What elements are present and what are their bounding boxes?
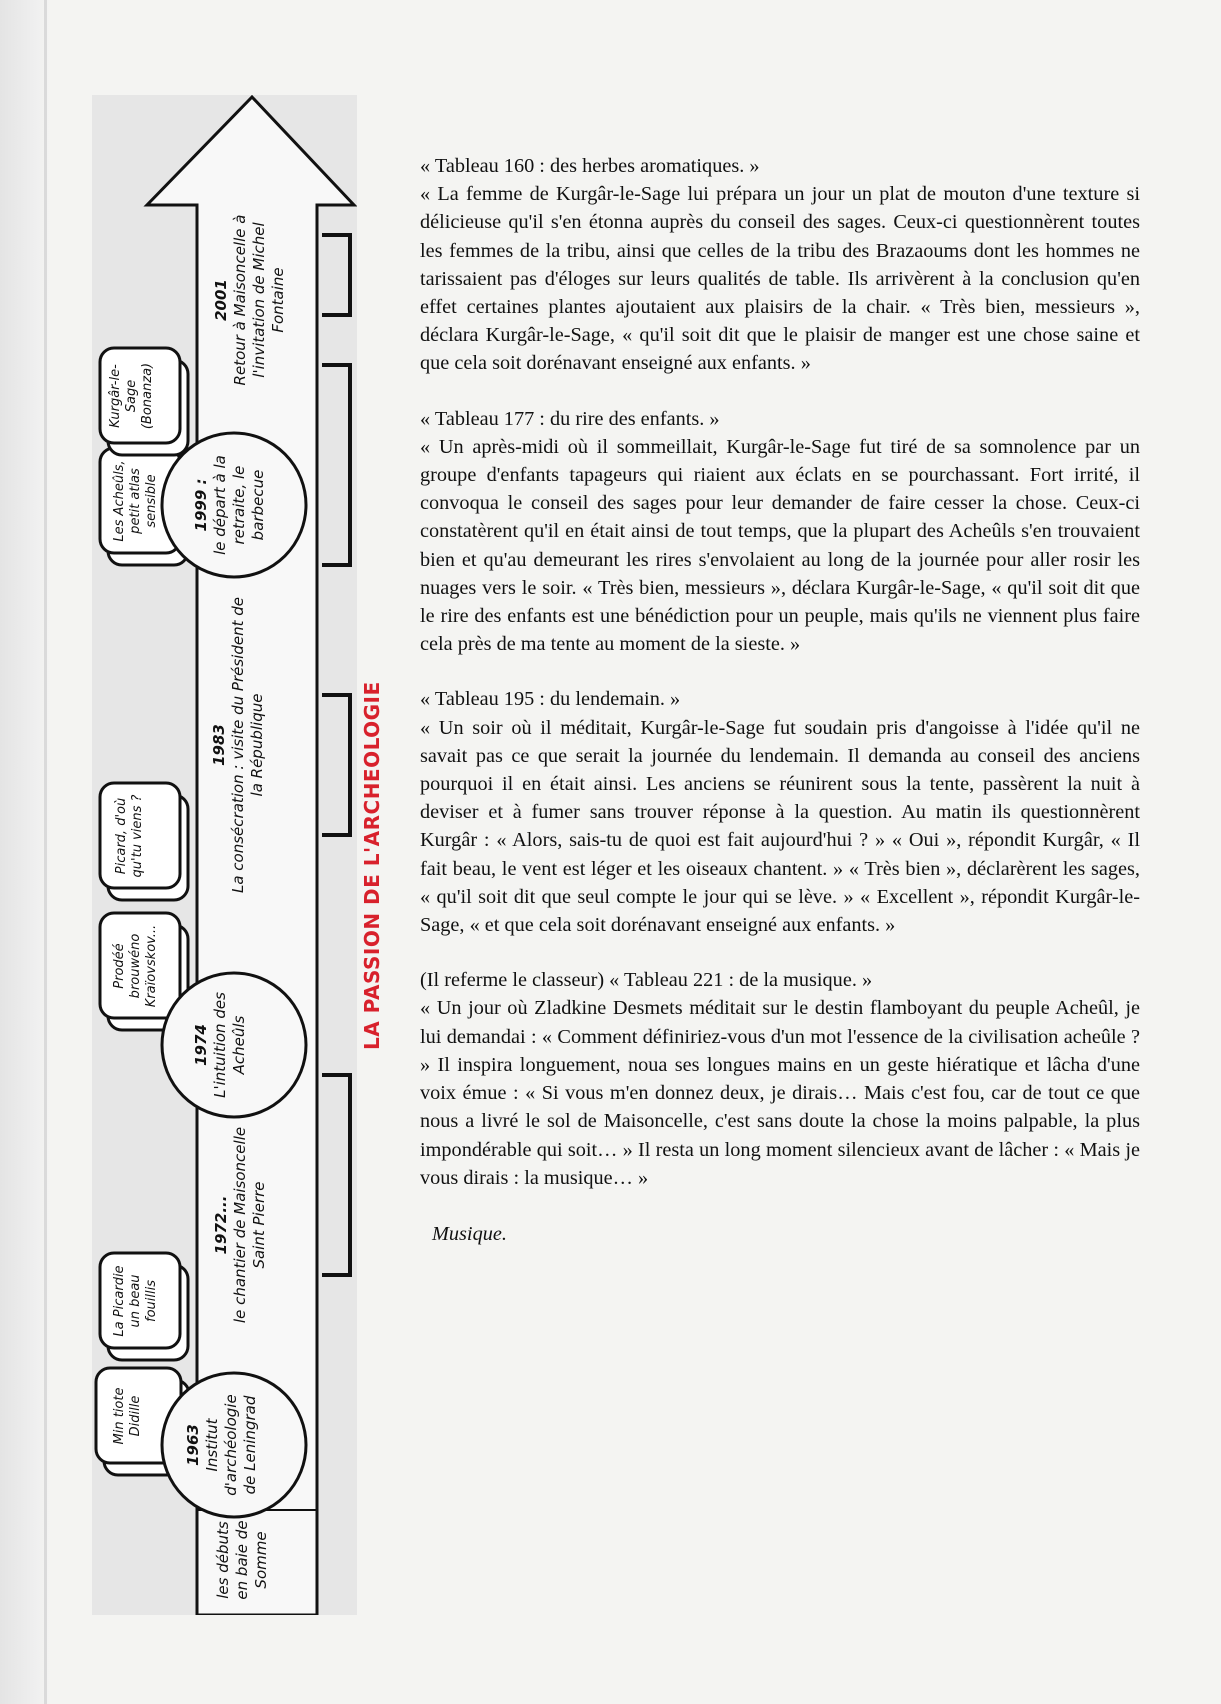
event-text: Institut d'archéologie de Leningrad: [203, 1394, 259, 1496]
timeline-event-1963: [184, 1385, 260, 1505]
timeline-figure: [92, 95, 357, 1615]
timeline-start-label: les débuts en baie de Somme: [214, 1520, 270, 1600]
body-text: [420, 152, 1140, 1248]
event-year: 1963: [184, 1424, 202, 1466]
book-title: Prodéé brouwéno Kraïovskov...: [112, 924, 159, 1008]
timeline-event-1974: [192, 990, 249, 1100]
tableau-body: « Un jour où Zladkine Desmets méditait sur le destin flamboyant du peuple Acheûl, je lui demandai : « Comment définiriez-vous d'un mot l'essence de la civilisation acheûle ? » Il inspira longuement, noua ses longues mains en un geste hiératique et lâcha d'une voix émue : « Si vous m'en donnez deux, je dirais… Mais c'est fou, car de tout ce que nous a livré le sol de Maisoncelle, c'est sans doute la chose la moins palpable, la plus impondérable qui soit… » Il resta un long moment silencieux avant de lâcher : « Mais je vous dirais : la musique… »: [420, 997, 1140, 1189]
event-text: L'intuition des Acheûls: [211, 992, 248, 1098]
section-side-title: LA PASSION DE L'ARCHEOLOGIE: [360, 681, 384, 1050]
closing-line: Musique.: [432, 1222, 507, 1245]
book-title: Les Acheûls, petit atlas sensible: [112, 460, 159, 542]
tableau-title: « Tableau 160 : des herbes aromatiques. »: [420, 155, 760, 177]
tableau-title: « Tableau 195 : du lendemain. »: [420, 688, 681, 711]
event-year: 2001: [212, 279, 230, 321]
tableau-body: « Un après-midi où il sommeillait, Kurgâr-le-Sage fut tiré de sa somnolence par un groupe d'enfants tapageurs qui riaient aux éclats en se pourchassant. Fort irrité, il convoqua le conseil des sages pour leur demander de faire cesser la chose. Ceux-ci constatèrent qu'il en était ainsi de tout temps, que la plupart des Acheûls s'en trouvaient bien et qu'au demeurant les rires s'envolaient au long de la journée pour aller rosir les nuages vers le soir. « Très bien, messieurs », déclara Kurgâr-le-Sage, « qu'il soit dit que le rire des enfants est une bénédiction pour un peuple, mais qu'ils ne viennent plus faire cela près de ma tente au moment de la sieste. »: [420, 435, 1140, 656]
event-text: le chantier de Maisoncelle Saint Pierre: [231, 1126, 268, 1324]
timeline-event-1999: [192, 445, 268, 565]
timeline-event-1983: [210, 595, 267, 895]
timeline-event-1972: [212, 1120, 269, 1330]
event-year: 1999 :: [192, 478, 210, 532]
page-gutter: [0, 0, 50, 1704]
event-year: 1974: [192, 1024, 210, 1066]
book-title: La Picardie un beau fouillis: [112, 1265, 159, 1337]
tableau-title: (Il referme le classeur) « Tableau 221 : de la musique. »: [420, 969, 873, 992]
book-title: Picard, d'où qu'tu viens ?: [114, 794, 145, 878]
timeline-event-2001: [212, 205, 288, 395]
event-text: le départ à la retraite, le barbecue: [211, 455, 267, 555]
event-text: La consécration : visite du Président de la République: [229, 597, 266, 894]
event-text: Retour à Maisoncelle à l'invitation de Michel Fontaine: [231, 214, 287, 386]
tableau-body: « Un soir où il méditait, Kurgâr-le-Sage fut soudain pris d'angoisse à l'idée qu'il ne savait pas ce que serait la journée du lendemain. Il demanda au conseil des anciens pourquoi il en était ainsi. Les anciens se réunirent sous la tente, passèrent la nuit à deviser et à fumer sans trouver réponse à la question. Au matin ils questionnèrent Kurgâr : « Alors, sais-tu de quoi est fait aujourd'hui ? » « Oui », répondit Kurgâr, « Il fait beau, le vent est léger et les oiseaux chantent. » « Très bien », déclarèrent les sages, « qu'il soit dit que seul compte le jour qui se lève. » « Excellent », répondit Kurgâr-le-Sage, « et que cela soit dorénavant enseigné aux enfants. »: [420, 716, 1140, 937]
book-title: Min tiote Didille: [112, 1387, 143, 1445]
event-year: 1972...: [212, 1195, 230, 1255]
tableau-title: « Tableau 177 : du rire des enfants. »: [420, 407, 720, 430]
book-title: Kurgâr-le-Sage (Bonanza): [108, 362, 155, 430]
event-year: 1983: [210, 724, 228, 766]
tableau-body: « La femme de Kurgâr-le-Sage lui prépara un jour un plat de mouton d'une texture si délicieuse qu'il s'en étonna auprès du conseil des sages. Ceux-ci questionnèrent toutes les femmes de la tribu, ainsi que celles de la tribu des Brazaoums dont les hommes ne tarissaient pas d'éloges sur leurs qualités de table. Ils arrivèrent à la conclusion qu'en effet certaines plantes ajoutaient aux plaisirs de la chair. « Très bien, messieurs », déclara Kurgâr-le-Sage, « qu'il soit dit que le plaisir de manger est une chose saine et que cela soit dorénavant enseigné aux enfants. »: [420, 183, 1140, 375]
